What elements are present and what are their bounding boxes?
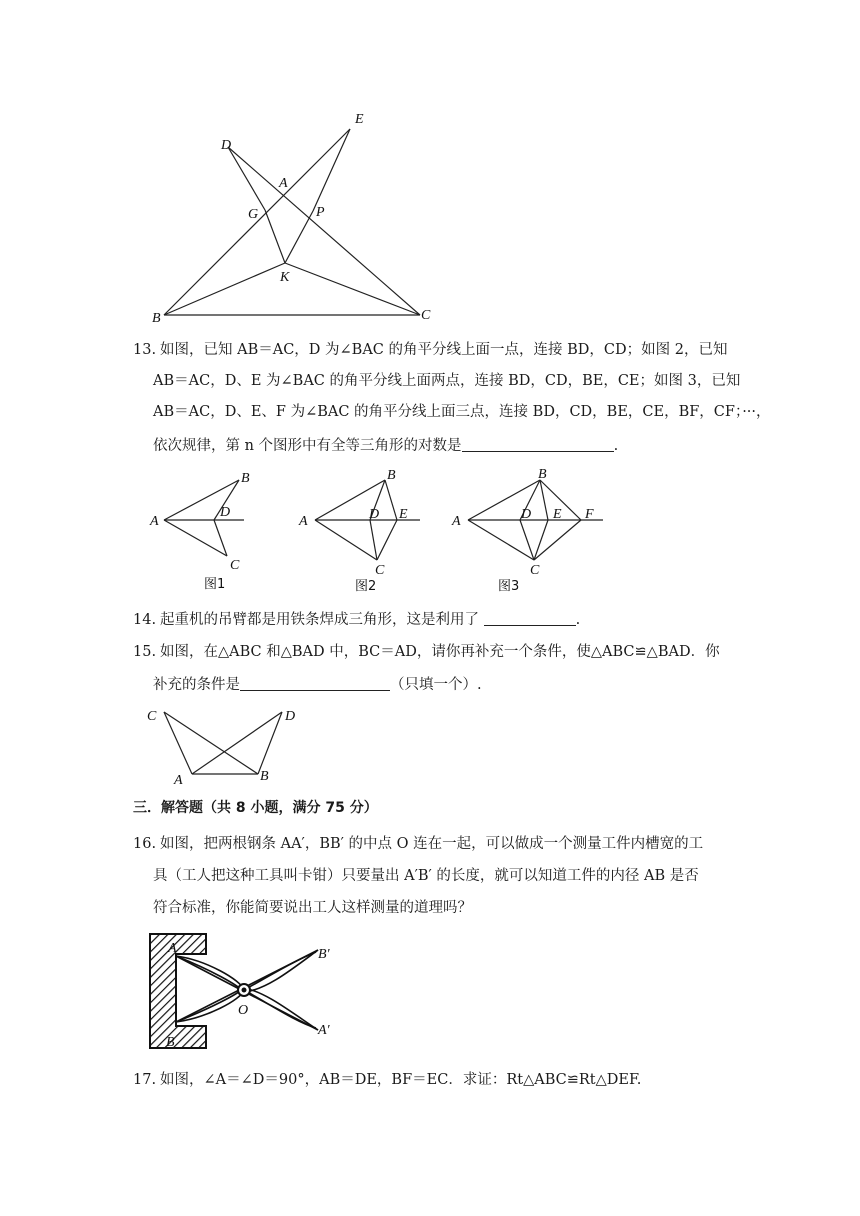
line-KP xyxy=(285,211,313,263)
figure-q13-1 xyxy=(142,468,267,596)
label-B: B xyxy=(152,311,161,326)
label-D: D xyxy=(521,507,532,522)
caption-fig3: 图3 xyxy=(498,579,520,594)
line-KC xyxy=(285,263,420,315)
label-F: F xyxy=(585,507,594,522)
label-A: A xyxy=(174,773,183,788)
label-C: C xyxy=(230,558,240,573)
label-D: D xyxy=(220,505,231,520)
label-A: A xyxy=(299,514,308,529)
label-D: D xyxy=(221,138,232,153)
label-B: B xyxy=(387,468,396,483)
label-A-prime: A′ xyxy=(318,1023,330,1038)
line-KG xyxy=(265,210,285,263)
line-DC xyxy=(228,147,420,315)
label-E: E xyxy=(553,507,562,522)
line-DG xyxy=(228,147,265,210)
question-number: 17. xyxy=(133,1072,157,1088)
line-BD xyxy=(258,712,282,774)
line-BE xyxy=(164,129,350,315)
figure-q13-3 xyxy=(448,462,608,596)
line-AD xyxy=(192,712,282,774)
question-number: 14. xyxy=(133,612,157,628)
label-C: C xyxy=(530,563,540,578)
line-BK xyxy=(164,263,285,315)
figure-q12 xyxy=(145,105,440,330)
label-K: K xyxy=(280,270,290,285)
label-B: B xyxy=(241,471,250,486)
caption-fig2: 图2 xyxy=(355,579,377,594)
label-C: C xyxy=(375,563,385,578)
label-D: D xyxy=(285,709,296,724)
label-C: C xyxy=(147,709,157,724)
label-G: G xyxy=(248,207,259,222)
label-E: E xyxy=(355,112,364,127)
label-D: D xyxy=(369,507,380,522)
answer-blank[interactable] xyxy=(240,675,390,691)
question-number: 15. xyxy=(133,644,157,660)
figure-q16-caliper xyxy=(146,930,346,1056)
figure-q15 xyxy=(142,700,302,788)
label-B: B xyxy=(166,1035,175,1050)
label-B: B xyxy=(538,467,547,482)
label-B: B xyxy=(260,769,269,784)
label-C: C xyxy=(421,308,431,323)
answer-blank[interactable] xyxy=(484,610,576,626)
label-A: A xyxy=(150,514,159,529)
label-P: P xyxy=(316,205,325,220)
question-number: 13. xyxy=(133,342,157,358)
workpiece xyxy=(150,934,206,1048)
label-A: A xyxy=(279,176,288,191)
question-number: 16. xyxy=(133,836,157,852)
caption-fig1: 图1 xyxy=(204,577,226,592)
answer-blank[interactable] xyxy=(462,436,614,452)
line-EP xyxy=(313,129,350,211)
label-O: O xyxy=(238,1003,249,1018)
label-A: A xyxy=(452,514,461,529)
label-B-prime: B′ xyxy=(318,947,330,962)
figure-q13-2 xyxy=(295,462,425,596)
label-E: E xyxy=(399,507,408,522)
label-A: A xyxy=(168,941,177,956)
